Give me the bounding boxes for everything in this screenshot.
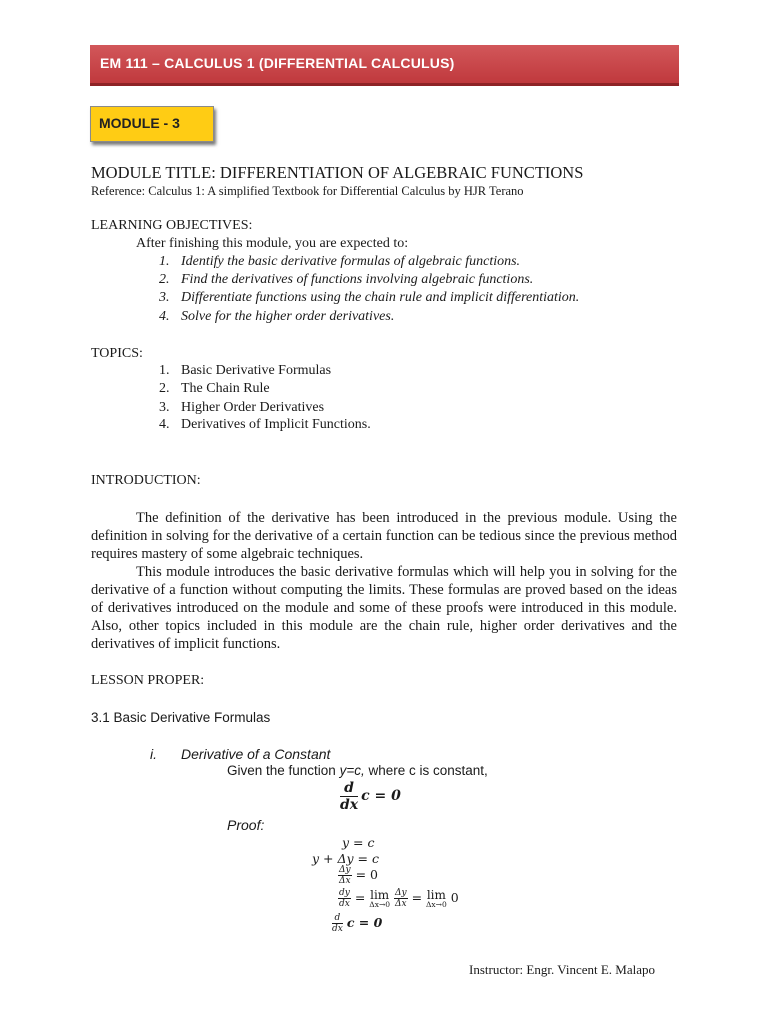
subsection-title: Derivative of a Constant — [181, 746, 331, 762]
list-item: 2. — [159, 272, 170, 287]
given-statement: Given the function y=c, where c is constant, — [227, 763, 488, 778]
module-title: MODULE TITLE: DIFFERENTIATION OF ALGEBRAIC FUNCTIONS — [91, 163, 584, 182]
introduction-heading: INTRODUCTION: — [91, 473, 201, 488]
proof-line: $\frac{d}{dx}$ c = 0 — [332, 913, 383, 934]
proof-line: $\frac{\Delta y}{\Delta x}$ = 0 — [339, 865, 378, 886]
course-header-bar — [90, 45, 679, 86]
list-item: 1. — [159, 363, 170, 378]
list-item-text: Find the derivatives of functions involving algebraic functions. — [181, 272, 534, 287]
list-item: 4. — [159, 309, 170, 324]
list-item: 3. — [159, 290, 170, 305]
list-item: 1. — [159, 254, 170, 269]
subsection-number: i. — [150, 746, 157, 762]
header-decoration — [730, 55, 732, 73]
list-item-text: Higher Order Derivatives — [181, 400, 325, 415]
proof-label: Proof: — [227, 817, 265, 833]
footer-instructor: Instructor: Engr. Vincent E. Malapo — [469, 962, 655, 977]
section-heading: 3.1 Basic Derivative Formulas — [91, 710, 271, 725]
objectives-heading: LEARNING OBJECTIVES: — [91, 218, 253, 233]
proof-line: $\frac{dy}{dx}$ = lim Δx→0 $\frac{\Delta y}{\Delta x}$ = lim Δx→0 0 — [339, 888, 459, 909]
objectives-intro: After finishing this module, you are expected to: — [136, 236, 409, 251]
proof-line: y + Δy = c — [312, 851, 379, 866]
module-badge — [90, 106, 214, 142]
list-item-text: Solve for the higher order derivatives. — [181, 309, 395, 324]
list-item: 2. — [159, 381, 170, 396]
topics-heading: TOPICS: — [91, 346, 143, 361]
list-item-text: Differentiate functions using the chain rule and implicit differentiation. — [181, 290, 580, 305]
derivative-constant-formula: $\frac{d}{dx}$ c = 0 — [340, 780, 401, 813]
header-decoration — [722, 55, 724, 73]
lesson-heading: LESSON PROPER: — [91, 673, 205, 688]
course-title: EM 111 – CALCULUS 1 (DIFFERENTIAL CALCULUS) — [100, 55, 455, 71]
introduction-paragraph: The definition of the derivative has been introduced in the previous module. Using the definition in solving for the derivative of a certain function can be tedious since the previous method requires mastery of some algebraic techniques. — [91, 510, 677, 562]
proof-line: y = c — [342, 835, 375, 850]
list-item-text: Identify the basic derivative formulas of algebraic functions. — [181, 254, 521, 269]
introduction-paragraph: This module introduces the basic derivative formulas which will help you in solving for the derivative of a function without computing the limits. These formulas are proved based on the ideas of derivatives introduced on the module and some of these proofs were introduced in this module. Also, other topics included in this module are the chain rule, higher order derivatives and the derivatives of implicit functions. — [91, 564, 677, 652]
list-item-text: The Chain Rule — [181, 381, 270, 396]
given-expression: y=c, — [339, 763, 365, 778]
list-item: 4. — [159, 417, 170, 432]
list-item-text: Derivatives of Implicit Functions. — [181, 417, 371, 432]
list-item: 3. — [159, 400, 170, 415]
reference-line: Reference: Calculus 1: A simplified Textbook for Differential Calculus by HJR Terano — [91, 184, 524, 198]
module-badge-label: MODULE - 3 — [99, 115, 180, 131]
list-item-text: Basic Derivative Formulas — [181, 363, 332, 378]
introduction-body — [91, 509, 677, 653]
